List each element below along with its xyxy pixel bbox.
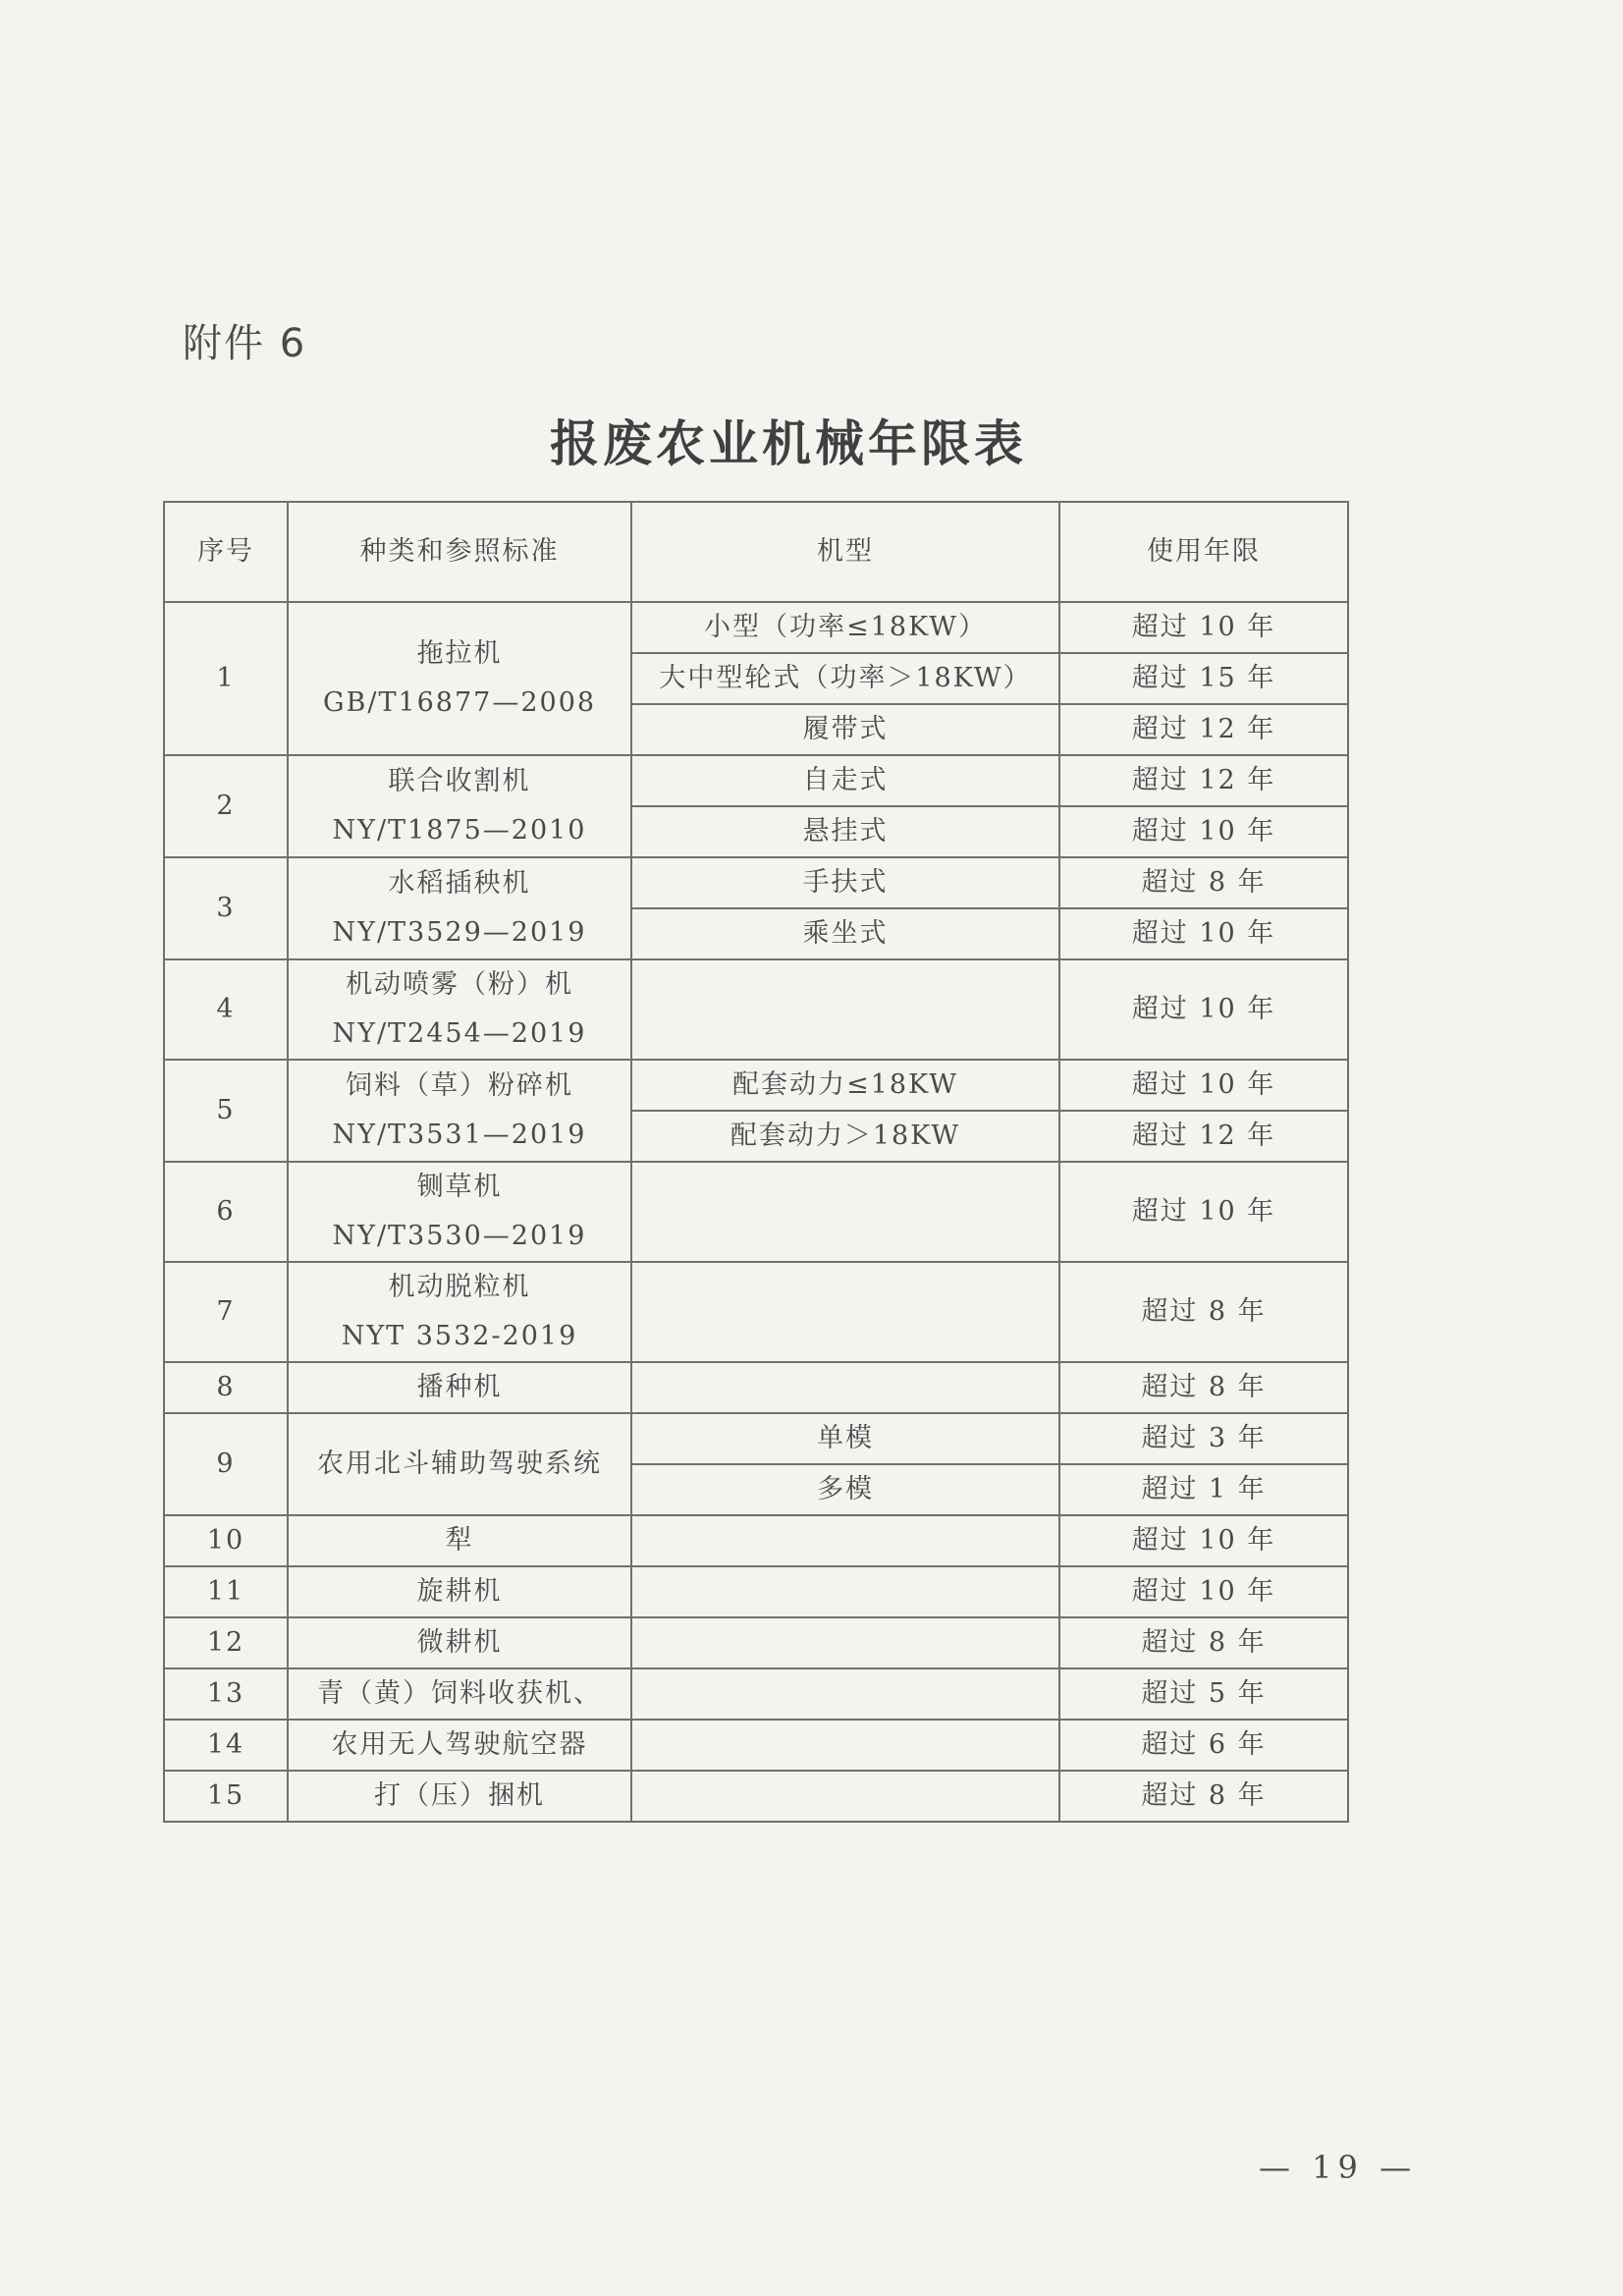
row-seq: 13 xyxy=(164,1668,288,1720)
reference-standard: NY/T3531—2019 xyxy=(332,1120,587,1150)
row-seq: 10 xyxy=(164,1515,288,1566)
row-type xyxy=(288,1060,631,1162)
row-model xyxy=(631,1668,1059,1720)
reference-standard: NY/T3530—2019 xyxy=(332,1221,587,1251)
table-row xyxy=(164,959,1348,1060)
row-type xyxy=(288,1162,631,1262)
row-limit: 超过 10 年 xyxy=(1059,1060,1348,1111)
row-seq: 11 xyxy=(164,1566,288,1617)
row-limit: 超过 12 年 xyxy=(1059,1111,1348,1162)
machine-name: 饲料（草）粉碎机 xyxy=(346,1070,573,1101)
row-model xyxy=(631,1162,1059,1262)
machine-name: 农用北斗辅助驾驶系统 xyxy=(317,1449,602,1479)
table-row xyxy=(164,857,1348,908)
row-seq: 1 xyxy=(164,602,288,755)
row-type xyxy=(288,1566,631,1617)
row-seq: 9 xyxy=(164,1413,288,1515)
row-model: 单模 xyxy=(631,1413,1059,1464)
table-row xyxy=(164,1413,1348,1464)
row-limit: 超过 10 年 xyxy=(1059,908,1348,959)
row-model: 履带式 xyxy=(631,704,1059,755)
table-row xyxy=(164,1617,1348,1668)
header-limit: 使用年限 xyxy=(1059,502,1348,602)
row-model xyxy=(631,1262,1059,1362)
row-model xyxy=(631,1720,1059,1771)
row-limit: 超过 5 年 xyxy=(1059,1668,1348,1720)
row-limit: 超过 15 年 xyxy=(1059,653,1348,704)
row-type xyxy=(288,1362,631,1413)
row-limit: 超过 10 年 xyxy=(1059,959,1348,1060)
row-model xyxy=(631,1617,1059,1668)
machine-name: 拖拉机 xyxy=(416,638,503,669)
row-model xyxy=(631,1566,1059,1617)
row-limit: 超过 10 年 xyxy=(1059,1515,1348,1566)
machine-name: 犁 xyxy=(445,1525,474,1556)
row-model: 手扶式 xyxy=(631,857,1059,908)
row-type xyxy=(288,857,631,959)
reference-standard: NY/T1875—2010 xyxy=(332,815,587,846)
machine-name: 打（压）捆机 xyxy=(374,1780,545,1811)
row-limit: 超过 8 年 xyxy=(1059,1617,1348,1668)
row-limit: 超过 10 年 xyxy=(1059,806,1348,857)
machine-name: 水稻插秧机 xyxy=(388,868,531,899)
row-seq: 2 xyxy=(164,755,288,857)
table-row xyxy=(164,1566,1348,1617)
row-seq: 15 xyxy=(164,1771,288,1822)
row-seq: 12 xyxy=(164,1617,288,1668)
table-body xyxy=(164,602,1348,1822)
row-type xyxy=(288,755,631,857)
machine-name: 机动脱粒机 xyxy=(388,1272,531,1302)
table-row xyxy=(164,1771,1348,1822)
header-type: 种类和参照标准 xyxy=(288,502,631,602)
table-row xyxy=(164,1262,1348,1362)
machine-name: 铡草机 xyxy=(416,1172,503,1202)
machine-name: 微耕机 xyxy=(416,1627,503,1658)
row-model xyxy=(631,1771,1059,1822)
row-model: 乘坐式 xyxy=(631,908,1059,959)
row-type xyxy=(288,959,631,1060)
row-model xyxy=(631,1515,1059,1566)
row-seq: 3 xyxy=(164,857,288,959)
row-limit: 超过 8 年 xyxy=(1059,1362,1348,1413)
row-limit: 超过 3 年 xyxy=(1059,1413,1348,1464)
row-type xyxy=(288,1413,631,1515)
attachment-label: 附件 6 xyxy=(183,321,307,366)
row-type xyxy=(288,1771,631,1822)
table-header-row xyxy=(164,502,1348,602)
page-number: — 19 — xyxy=(1259,2149,1418,2186)
header-seq: 序号 xyxy=(164,502,288,602)
row-model: 配套动力＞18KW xyxy=(631,1111,1059,1162)
row-limit: 超过 1 年 xyxy=(1059,1464,1348,1515)
row-seq: 4 xyxy=(164,959,288,1060)
scrap-limit-table xyxy=(163,501,1349,1823)
reference-standard: NY/T3529—2019 xyxy=(332,917,587,948)
row-limit: 超过 8 年 xyxy=(1059,857,1348,908)
row-limit: 超过 10 年 xyxy=(1059,1566,1348,1617)
row-limit: 超过 8 年 xyxy=(1059,1771,1348,1822)
table-row xyxy=(164,1515,1348,1566)
row-model: 悬挂式 xyxy=(631,806,1059,857)
table-row xyxy=(164,1720,1348,1771)
row-model: 大中型轮式（功率＞18KW） xyxy=(631,653,1059,704)
reference-standard: GB/T16877—2008 xyxy=(322,687,597,718)
row-limit: 超过 10 年 xyxy=(1059,1162,1348,1262)
row-model: 自走式 xyxy=(631,755,1059,806)
machine-name: 播种机 xyxy=(416,1372,503,1402)
row-model: 配套动力≤18KW xyxy=(631,1060,1059,1111)
table-row xyxy=(164,1060,1348,1111)
reference-standard: NYT 3532-2019 xyxy=(341,1321,578,1351)
machine-name: 青（黄）饲料收获机、 xyxy=(317,1678,602,1709)
page-title: 报废农业机械年限表 xyxy=(550,415,1027,472)
row-seq: 6 xyxy=(164,1162,288,1262)
row-model xyxy=(631,959,1059,1060)
row-limit: 超过 12 年 xyxy=(1059,704,1348,755)
header-model: 机型 xyxy=(631,502,1059,602)
row-limit: 超过 12 年 xyxy=(1059,755,1348,806)
row-type xyxy=(288,1515,631,1566)
table-row xyxy=(164,755,1348,806)
reference-standard: NY/T2454—2019 xyxy=(332,1018,587,1049)
row-seq: 14 xyxy=(164,1720,288,1771)
row-type xyxy=(288,1668,631,1720)
row-model: 多模 xyxy=(631,1464,1059,1515)
row-seq: 7 xyxy=(164,1262,288,1362)
row-model: 小型（功率≤18KW） xyxy=(631,602,1059,653)
machine-name: 机动喷雾（粉）机 xyxy=(346,969,573,1000)
row-type xyxy=(288,1720,631,1771)
row-type xyxy=(288,1617,631,1668)
table-row xyxy=(164,602,1348,653)
table-row xyxy=(164,1362,1348,1413)
machine-name: 农用无人驾驶航空器 xyxy=(331,1729,588,1760)
row-limit: 超过 6 年 xyxy=(1059,1720,1348,1771)
row-seq: 5 xyxy=(164,1060,288,1162)
row-model xyxy=(631,1362,1059,1413)
machine-name: 联合收割机 xyxy=(388,766,531,796)
machine-name: 旋耕机 xyxy=(416,1576,503,1607)
row-seq: 8 xyxy=(164,1362,288,1413)
table-row xyxy=(164,1162,1348,1262)
row-type xyxy=(288,1262,631,1362)
row-limit: 超过 8 年 xyxy=(1059,1262,1348,1362)
table-row xyxy=(164,1668,1348,1720)
row-type xyxy=(288,602,631,755)
row-limit: 超过 10 年 xyxy=(1059,602,1348,653)
